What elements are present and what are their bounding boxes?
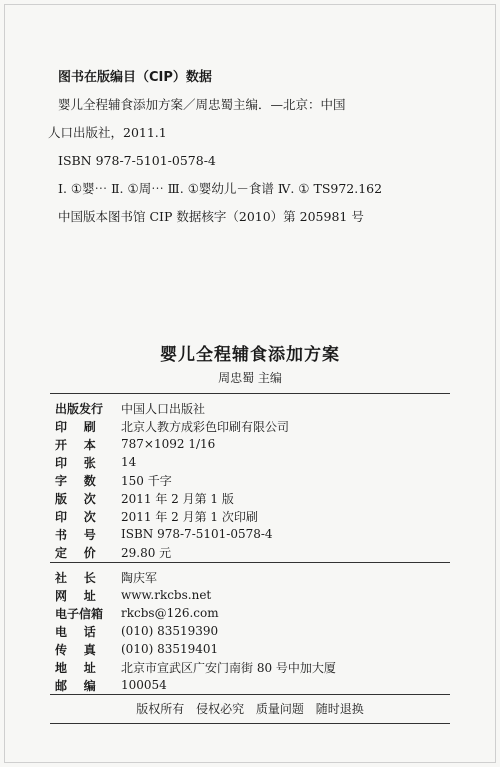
table-row <box>55 471 455 489</box>
info-label: 印 刷 <box>55 419 96 434</box>
info-label: 字 数 <box>55 473 96 488</box>
info-value: 100054 <box>121 678 167 692</box>
table-row <box>55 658 455 676</box>
table-row <box>55 568 455 586</box>
info-label: 版 次 <box>55 491 96 506</box>
info-label: 书 号 <box>55 527 96 542</box>
info-value: ISBN 978-7-5101-0578-4 <box>121 527 273 541</box>
table-row <box>55 525 455 543</box>
table-row <box>55 435 455 453</box>
cip-line-classification: Ⅰ. ①婴⋯ Ⅱ. ①周⋯ Ⅲ. ①婴幼儿－食谱 Ⅳ. ① TS972.162 <box>58 181 383 196</box>
info-value: www.rkcbs.net <box>121 588 212 602</box>
table-row <box>55 417 455 435</box>
divider-top <box>50 393 450 394</box>
table-row <box>55 640 455 658</box>
table-row <box>55 676 455 694</box>
info-value: 14 <box>121 455 137 469</box>
info-label: 印 张 <box>55 455 96 470</box>
info-value: 2011 年 2 月第 1 版 <box>121 491 234 506</box>
info-value: 787×1092 1/16 <box>121 437 216 451</box>
table-row <box>55 507 455 525</box>
cip-data-block <box>48 66 468 237</box>
table-row <box>55 399 455 417</box>
table-row <box>55 453 455 471</box>
copyright-notice: 版权所有 侵权必究 质量问题 随时退换 <box>136 702 364 716</box>
divider-middle <box>50 562 450 563</box>
info-value: 150 千字 <box>121 473 172 488</box>
cip-line-publisher: 人口出版社，2011.1 <box>48 125 167 140</box>
divider-footer <box>50 723 450 724</box>
table-row <box>55 489 455 507</box>
info-label: 邮 编 <box>55 678 96 693</box>
info-value: rkcbs@126.com <box>121 606 219 620</box>
info-value: (010) 83519401 <box>121 642 219 656</box>
book-editor: 周忠蜀 主编 <box>218 371 282 385</box>
contact-info-table <box>55 568 455 694</box>
info-value: 2011 年 2 月第 1 次印刷 <box>121 509 258 524</box>
info-label: 地 址 <box>55 660 96 675</box>
info-value: 北京市宣武区广安门南街 80 号中加大厦 <box>121 660 336 675</box>
info-label: 社 长 <box>55 570 96 585</box>
cip-line-record-number: 中国版本图书馆 CIP 数据核字（2010）第 205981 号 <box>58 209 364 224</box>
info-label: 电子信箱 <box>55 606 104 621</box>
cip-line-isbn: ISBN 978-7-5101-0578-4 <box>58 153 216 168</box>
info-label: 定 价 <box>55 545 96 560</box>
info-label: 出版发行 <box>55 401 104 416</box>
info-value: 陶庆军 <box>121 570 158 585</box>
info-label: 电 话 <box>55 624 96 639</box>
table-row <box>55 622 455 640</box>
divider-bottom <box>50 694 450 695</box>
info-value: 北京人教方成彩色印刷有限公司 <box>121 419 290 434</box>
table-row <box>55 586 455 604</box>
table-row <box>55 543 455 561</box>
publication-info-table <box>55 399 455 561</box>
cip-line-title: 婴儿全程辅食添加方案／周忠蜀主编．—北京：中国 <box>58 97 346 112</box>
info-label: 开 本 <box>55 437 96 452</box>
info-label: 传 真 <box>55 642 96 657</box>
info-value: (010) 83519390 <box>121 624 219 638</box>
info-value: 中国人口出版社 <box>121 401 206 416</box>
cip-heading: 图书在版编目（CIP）数据 <box>58 70 212 85</box>
table-row <box>55 604 455 622</box>
info-value: 29.80 元 <box>121 545 172 560</box>
info-label: 印 次 <box>55 509 96 524</box>
book-title: 婴儿全程辅食添加方案 <box>160 345 340 365</box>
info-label: 网 址 <box>55 588 96 603</box>
